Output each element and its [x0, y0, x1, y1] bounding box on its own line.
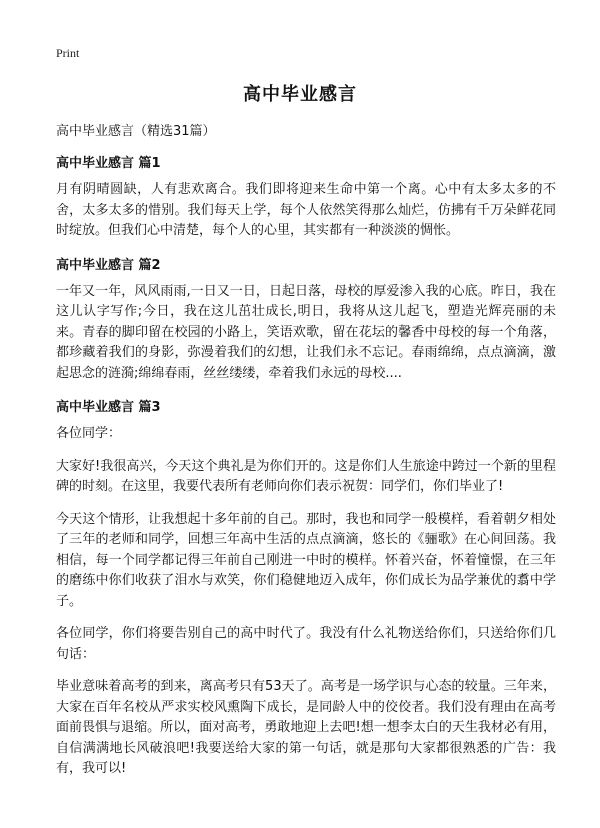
section-1-heading: 高中毕业感言 篇1	[56, 156, 161, 171]
section-3-paragraph: 各位同学，你们将要告别自己的高中时代了。我没有什么礼物送给你们，只送给你们几句话：	[56, 626, 556, 662]
section-3-greeting: 各位同学：	[56, 426, 122, 441]
section-3-paragraph: 今天这个情形，让我想起十多年前的自己。那时，我也和同学一般模样，看着朝夕相处了三年的老师和同学，回想三年高中生活的点点滴滴，悠长的《骊歌》在心间回荡。我相信，每一个同学都记得三年前自己刚进一中时的模样。怀着兴奋，怀着憧憬，在三年的磨练中你们收获了泪水与欢笑，你们稳健地迈入成年，你们成长为品学兼优的翥中学子。	[56, 511, 556, 609]
print-link[interactable]: Print	[56, 46, 80, 60]
section-3-heading: 高中毕业感言 篇3	[56, 400, 161, 415]
section-3-paragraph: 毕业意味着高考的到来，离高考只有53天了。高考是一场学识与心态的较量。三年来，大家在百年名校从严求实校风熏陶下成长，是同龄人中的佼佼者。我们没有理由在高考面前畏惧与退缩。所以，面对高考，勇敢地迎上去吧!想一想李太白的天生我材必有用，自信满满地长风破浪吧!我要送给大家的第一句话，就是那句大家都很熟悉的广告：我有，我可以!	[56, 679, 556, 776]
article-body	[56, 120, 556, 792]
article-subtitle: 高中毕业感言（精选31篇）	[56, 124, 216, 139]
section-2-paragraph: 一年又一年，风风雨雨,一日又一日，日起日落，母校的厚爱渗入我的心底。昨日，我在这儿认字写作;今日，我在这儿茁壮成长,明日，我将从这儿起飞，塑造光辉亮丽的未来。青春的脚印留在校园的小路上，笑语欢歌，留在花坛的馨香中母校的每一个角落，都珍藏着我们的身影，弥漫着我们的幻想，让我们永不忘记。春雨绵绵，点点滴滴，激起思念的涟漪;绵绵春雨，丝丝缕缕，牵着我们永远的母校....	[56, 283, 556, 381]
section-2-heading: 高中毕业感言 篇2	[56, 257, 161, 273]
section-1-paragraph: 月有阴晴圆缺，人有悲欢离合。我们即将迎来生命中第一个离。心中有太多太多的不舍，太多太多的惜别。我们每天上学，每个人依然笑得那么灿烂，仿拂有千万朵鲜花同时绽放。但我们心中清楚，每个人的心里，其实都有一种淡淡的惆怅。	[56, 182, 556, 238]
section-3-paragraph: 大家好!我很高兴，今天这个典礼是为你们开的。这是你们人生旅途中跨过一个新的里程碑的时刻。在这里，我要代表所有老师向你们表示祝贺：同学们，你们毕业了!	[56, 458, 556, 494]
page-title: 高中毕业感言	[243, 84, 357, 105]
